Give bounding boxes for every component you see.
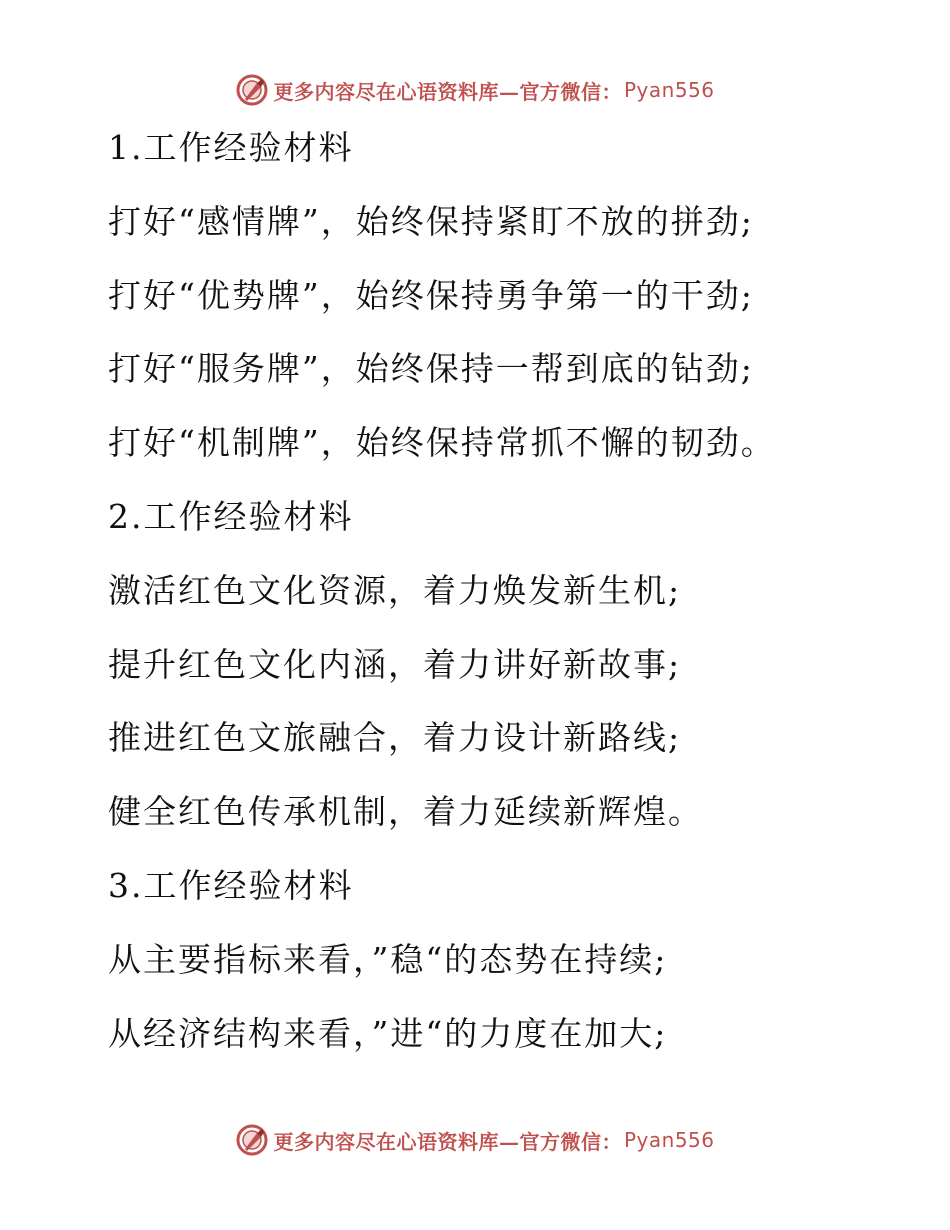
watermark-wechat-id: Pyan556 (623, 78, 715, 102)
text-line: 打好“服务牌”，始终保持一帮到底的钻劲; (108, 349, 754, 389)
watermark-text: 更多内容尽在心语资料库—官方微信： (273, 79, 622, 104)
section-heading-2: 2.工作经验材料 (108, 496, 354, 536)
text-line: 提升红色文化内涵，着力讲好新故事; (108, 644, 682, 684)
header-watermark (0, 70, 950, 110)
text-line: 打好“机制牌”，始终保持常抓不懈的韧劲。 (108, 423, 776, 463)
text-line: 激活红色文化资源，着力焕发新生机; (108, 570, 682, 610)
watermark-text: 更多内容尽在心语资料库—官方微信： (273, 1129, 622, 1154)
text-line: 推进红色文旅融合，着力设计新路线; (108, 718, 682, 758)
footer-watermark (0, 1120, 950, 1160)
watermark-wechat-id: Pyan556 (623, 1128, 715, 1152)
text-line: 健全红色传承机制，着力延续新辉煌。 (108, 792, 703, 832)
text-line: 打好“感情牌”，始终保持紧盯不放的拼劲; (108, 201, 754, 241)
text-line: 从经济结构来看，”进“的力度在加大; (108, 1013, 668, 1053)
text-line: 从主要指标来看，”稳“的态势在持续; (108, 939, 668, 979)
document-body (108, 120, 928, 1079)
pen-nib-logo-icon (235, 1123, 269, 1157)
text-line: 打好“优势牌”，始终保持勇争第一的干劲; (108, 275, 754, 315)
section-heading-1: 1.工作经验材料 (108, 128, 354, 167)
section-heading-3: 3.工作经验材料 (108, 865, 354, 905)
pen-nib-logo-icon (235, 73, 269, 107)
